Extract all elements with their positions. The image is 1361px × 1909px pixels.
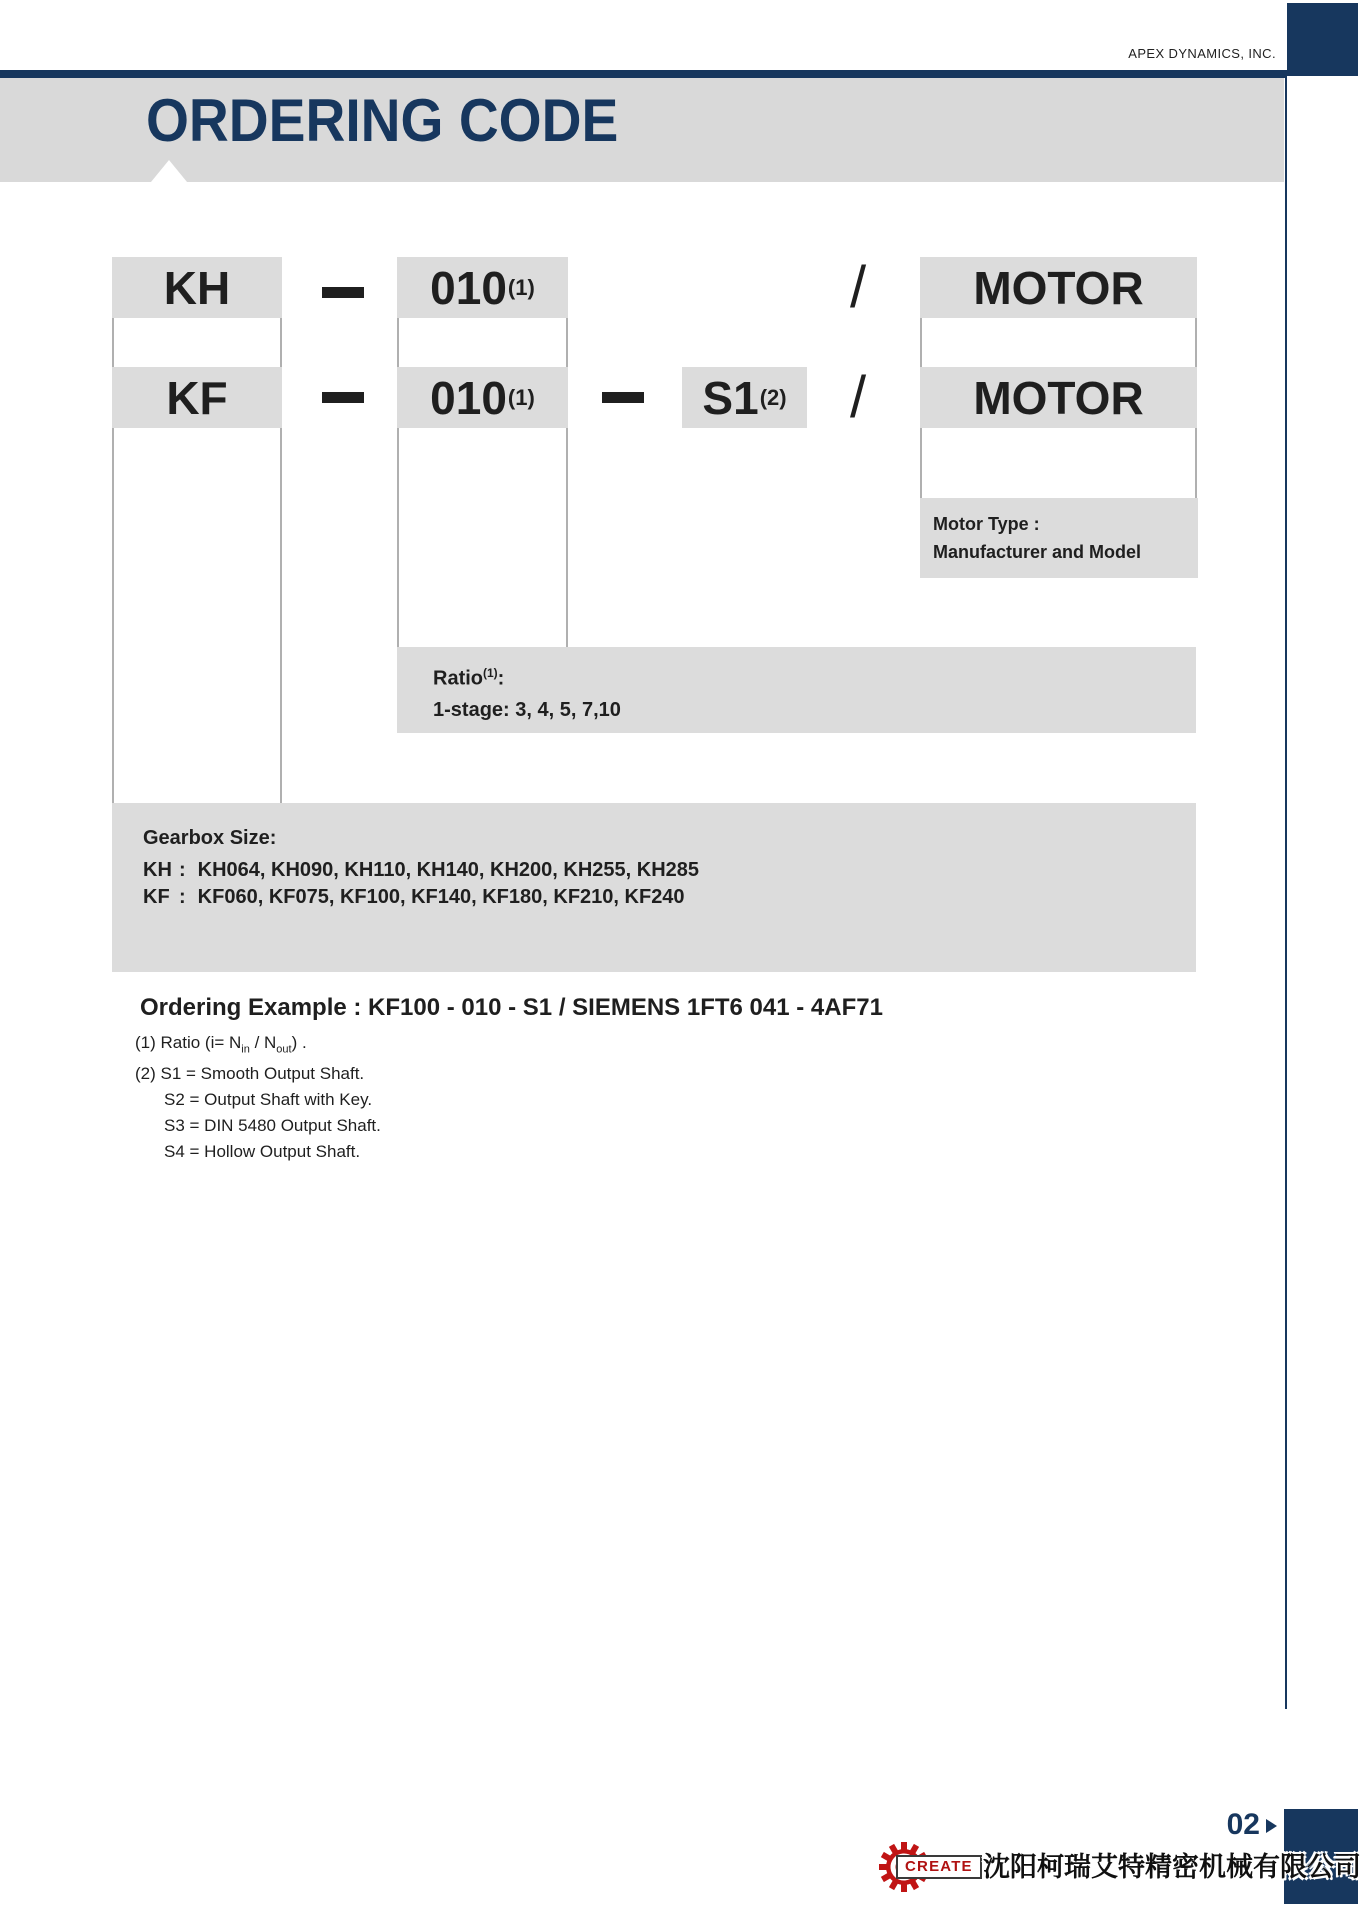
kf-shaft-label: S1 xyxy=(702,371,759,424)
connector xyxy=(112,318,282,367)
right-margin-rule xyxy=(1285,78,1287,1709)
connector xyxy=(397,428,568,647)
kf-ratio-label: 010 xyxy=(430,371,507,424)
footnote-2-s2: S2 = Output Shaft with Key. xyxy=(164,1090,373,1109)
kf-series-box xyxy=(112,367,282,428)
connector xyxy=(397,318,568,367)
gearbox-size-title: Gearbox Size: xyxy=(143,827,277,849)
kh-series-box xyxy=(112,257,282,318)
page-arrow-icon xyxy=(1266,1819,1277,1833)
kf-shaft-box: S1 (2) xyxy=(682,367,807,428)
footnote-2-s4: S4 = Hollow Output Shaft. xyxy=(164,1142,361,1161)
header-rule xyxy=(0,70,1287,78)
kh-series-label: KH xyxy=(163,261,231,314)
gearbox-kh-row xyxy=(143,857,1196,884)
connector xyxy=(920,318,1197,367)
ratio-box xyxy=(397,647,1196,733)
banner-notch-shape xyxy=(151,160,187,182)
dash-connector xyxy=(602,392,644,403)
footnote-2-s3: S3 = DIN 5480 Output Shaft. xyxy=(164,1116,381,1135)
corner-accent-block xyxy=(1287,3,1358,76)
ratio-label: Ratio xyxy=(433,667,483,690)
gearbox-kf-list: KF060, KF075, KF100, KF140, KF180, KF210, KF240 xyxy=(197,886,685,908)
dash-connector xyxy=(322,392,364,403)
footnote-2: (2) S1 = Smooth Output Shaft. xyxy=(135,1064,365,1083)
brand-text: APEX DYNAMICS, INC. xyxy=(1128,46,1276,61)
motor-type-box xyxy=(920,498,1198,578)
company-name: 沈阳柯瑞艾特精密机械有限公司 xyxy=(983,1852,1361,1882)
kf-slash-separator: / xyxy=(849,365,867,430)
gearbox-kf-label: KF xyxy=(143,886,170,908)
gearbox-kf-colon: : xyxy=(179,886,186,908)
page-title: ORDERING CODE xyxy=(146,87,619,154)
gearbox-kh-colon: : xyxy=(179,859,186,881)
kh-slash-separator: / xyxy=(849,255,867,320)
kf-motor-label: MOTOR xyxy=(973,371,1144,424)
footnote-1-mid: / N xyxy=(249,1033,277,1052)
footnote-1-sub-out: out xyxy=(276,1043,292,1056)
kf-ratio-box: 010 (1) xyxy=(397,367,568,428)
gearbox-size-box xyxy=(112,803,1196,972)
ratio-line2: 1-stage: 3, 4, 5, 7,10 xyxy=(433,698,621,721)
gearbox-kh-label: KH xyxy=(143,859,172,881)
kh-ratio-label: 010 xyxy=(430,261,507,314)
ratio-colon: : xyxy=(497,667,505,690)
kh-motor-label: MOTOR xyxy=(973,261,1144,314)
motor-type-line2: Manufacturer and Model xyxy=(933,542,1142,562)
ordering-example: Ordering Example : KF100 - 010 - S1 / SIEMENS 1FT6 041 - 4AF71 xyxy=(140,994,883,1021)
footnote-1-pre: (1) Ratio (i= N xyxy=(135,1033,242,1052)
gearbox-kf-row xyxy=(143,884,1196,911)
title-banner xyxy=(0,78,1284,182)
kh-motor-box xyxy=(920,257,1197,318)
motor-type-line1: Motor Type : xyxy=(933,514,1040,534)
connector xyxy=(112,428,282,803)
ratio-line1 xyxy=(433,658,1196,695)
connector xyxy=(920,428,1197,498)
create-logo-wordmark: CREATE xyxy=(896,1855,982,1879)
gearbox-kh-list: KH064, KH090, KH110, KH140, KH200, KH255, KH285 xyxy=(197,859,700,881)
footnote-1 xyxy=(135,1033,307,1055)
footnote-1-post: ) . xyxy=(291,1033,307,1052)
kf-series-label: KF xyxy=(166,371,228,424)
kh-ratio-box: 010 (1) xyxy=(397,257,568,318)
kf-motor-box xyxy=(920,367,1197,428)
footnote-1-sub-in: in xyxy=(241,1043,250,1056)
dash-connector xyxy=(322,287,364,298)
page-number: 02 xyxy=(1226,1808,1260,1841)
ratio-sup: (1) xyxy=(483,666,498,680)
